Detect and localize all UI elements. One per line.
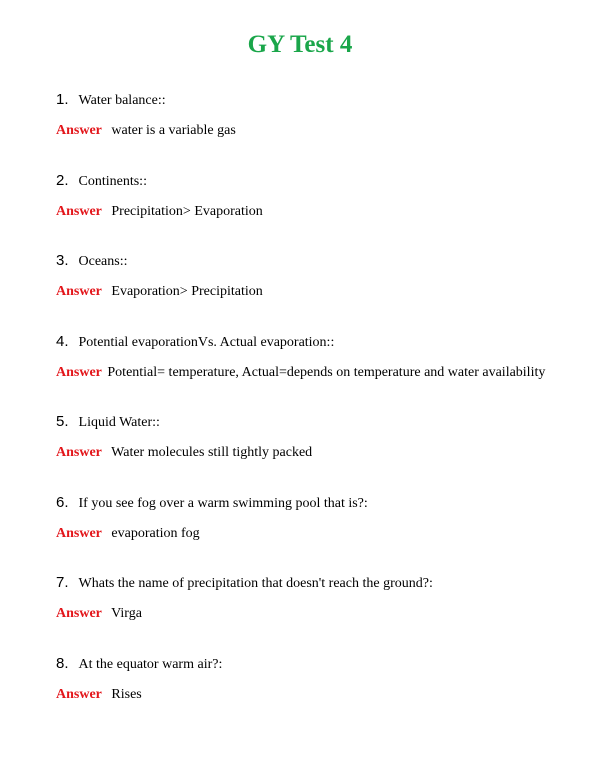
- answer-line: [56, 604, 576, 624]
- answer-text: Water molecules still tightly packed: [111, 445, 313, 460]
- answer-text: Rises: [111, 686, 142, 702]
- answer-text: Evaporation> Precipitation: [111, 284, 263, 299]
- question-text: If you see fog over a warm swimming pool that is?:: [78, 495, 368, 511]
- answer-label: Answer: [56, 123, 102, 138]
- question-item-2: [56, 169, 576, 250]
- answer-line: [56, 363, 576, 383]
- question-line: [56, 330, 576, 354]
- question-text: Potential evaporationVs. Actual evaporation::: [78, 334, 335, 350]
- question-text: Whats the name of precipitation that doesn't reach the ground?:: [78, 576, 433, 591]
- answer-label: Answer: [56, 606, 102, 621]
- question-line: [56, 571, 576, 595]
- answer-text: Precipitation> Evaporation: [111, 203, 263, 219]
- answer-line: [56, 202, 576, 222]
- answer-label: Answer: [56, 284, 102, 299]
- question-line: [56, 249, 576, 273]
- question-item-8: [56, 652, 576, 733]
- question-item-6: [56, 491, 576, 572]
- question-item-4: [56, 330, 576, 411]
- question-item-1: [56, 88, 576, 169]
- question-number: 6.: [56, 493, 69, 511]
- question-text: At the equator warm air?:: [78, 656, 223, 672]
- answer-line: [56, 524, 576, 544]
- answer-label: Answer: [56, 203, 102, 219]
- question-item-3: [56, 249, 576, 330]
- answer-text: water is a variable gas: [111, 123, 236, 138]
- question-item-5: [56, 410, 576, 491]
- question-line: [56, 169, 576, 193]
- question-number: 8.: [56, 654, 69, 672]
- question-number: 5.: [56, 413, 69, 430]
- question-text: Continents::: [78, 173, 147, 189]
- question-number: 4.: [56, 332, 69, 350]
- question-number: 7.: [56, 574, 69, 591]
- answer-label: Answer: [56, 525, 102, 541]
- answer-line: [56, 685, 576, 705]
- answer-label: Answer: [56, 364, 102, 380]
- answer-line: [56, 443, 576, 463]
- page-title: GY Test 4: [247, 31, 353, 58]
- answer-text: Potential= temperature, Actual=depends on temperature and water availability: [107, 364, 546, 380]
- question-number: 1.: [56, 91, 69, 108]
- answer-line: [56, 121, 576, 141]
- question-number: 3.: [56, 252, 69, 269]
- question-line: [56, 652, 576, 676]
- answer-text: Virga: [111, 606, 142, 621]
- answer-label: Answer: [56, 445, 102, 460]
- question-text: Liquid Water::: [78, 415, 160, 430]
- answer-line: [56, 282, 576, 302]
- question-line: [56, 88, 576, 112]
- question-line: [56, 491, 576, 515]
- question-number: 2.: [56, 171, 69, 189]
- question-item-7: [56, 571, 576, 652]
- question-text: Water balance::: [78, 93, 166, 108]
- question-text: Oceans::: [78, 254, 128, 269]
- answer-label: Answer: [56, 686, 102, 702]
- answer-text: evaporation fog: [111, 525, 200, 541]
- question-list: [56, 88, 576, 732]
- question-line: [56, 410, 576, 434]
